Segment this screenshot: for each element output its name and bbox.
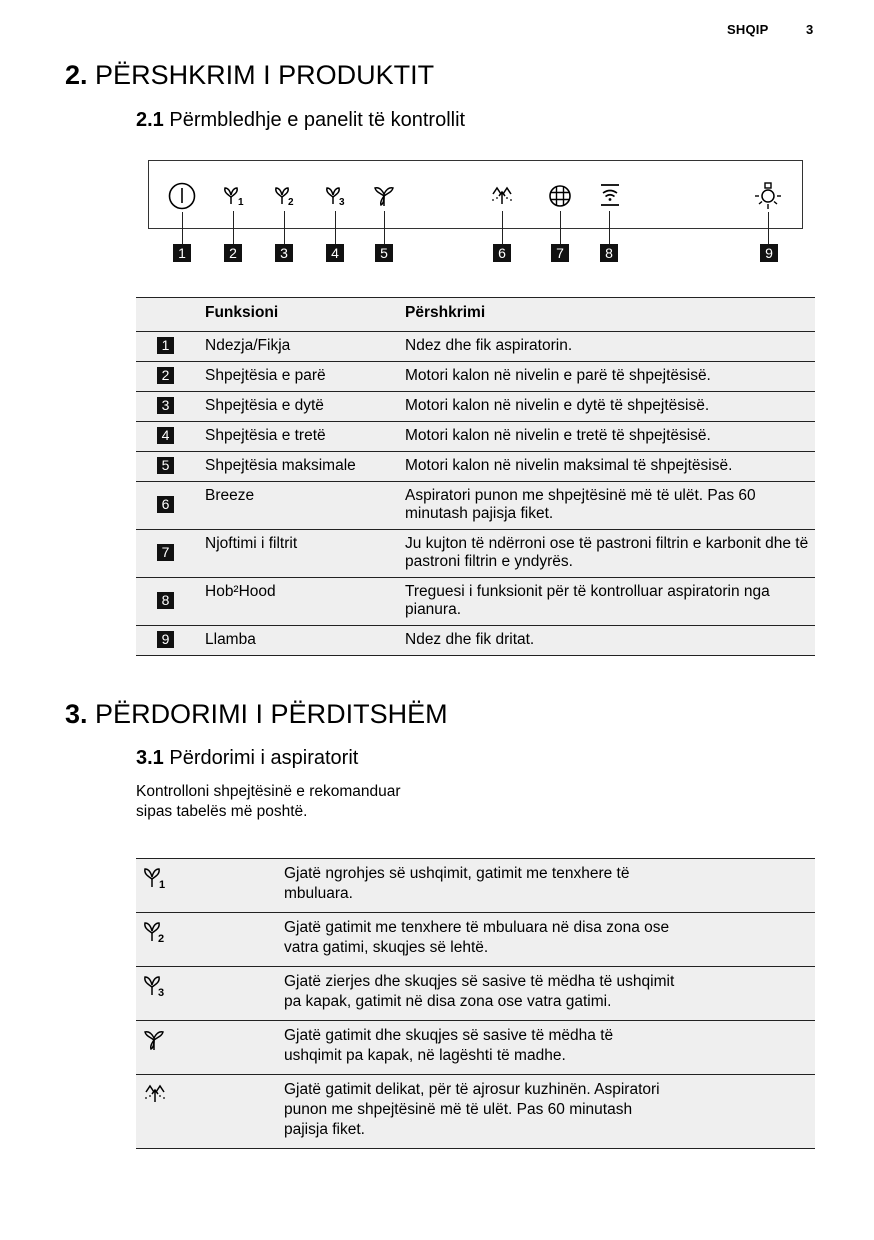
function-name: Shpejtësia e tretë [205, 427, 326, 444]
leader-line [502, 211, 503, 244]
table-row [136, 530, 815, 578]
row-number-badge: 7 [157, 544, 174, 561]
function-description: Treguesi i funksionit për të kontrolluar aspiratorin nga pianura. [405, 583, 770, 618]
fan-max-icon [373, 184, 395, 208]
row-number-badge: 6 [157, 496, 174, 513]
page-number: 3 [806, 22, 814, 37]
section-3-number: 3. [65, 699, 88, 729]
svg-text:3: 3 [158, 987, 165, 998]
fan-max-icon [142, 1028, 166, 1052]
section-3-title: PËRDORIMI I PËRDITSHËM [95, 699, 448, 729]
filter-grid-icon [548, 184, 572, 208]
subsection-2-1-title: Përmbledhje e panelit të kontrollit [169, 109, 466, 131]
function-name: Shpejtësia maksimale [205, 457, 356, 474]
table-row [136, 392, 815, 422]
intro-line: sipas tabelës më poshtë. [136, 803, 308, 820]
leader-line [335, 211, 336, 244]
usage-table [136, 858, 815, 1149]
panel-number-badge: 2 [224, 244, 242, 262]
function-description: Motori kalon në nivelin e parë të shpejtësisë. [405, 367, 711, 384]
leader-line [609, 211, 610, 244]
function-name: Shpejtësia e dytë [205, 397, 324, 414]
row-number-badge: 4 [157, 427, 174, 444]
leader-line [384, 211, 385, 244]
subsection-3-1-heading [136, 747, 358, 770]
function-name: Njoftimi i filtrit [205, 535, 298, 552]
section-2-number: 2. [65, 60, 88, 90]
row-number-badge: 1 [157, 337, 174, 354]
svg-text:3: 3 [339, 197, 345, 207]
table-row [136, 362, 815, 392]
leader-line [182, 212, 183, 244]
table-row [136, 482, 815, 530]
function-description: Motori kalon në nivelin e dytë të shpejtësisë. [405, 397, 710, 414]
leader-line [560, 211, 561, 244]
section-2-heading [65, 60, 434, 91]
page-language: SHQIP [727, 22, 769, 37]
svg-text:1: 1 [159, 879, 166, 890]
panel-number-badge: 1 [173, 244, 191, 262]
function-name: Llamba [205, 631, 256, 648]
power-icon [167, 181, 197, 211]
function-description: Motori kalon në nivelin e tretë të shpejtësisë. [405, 427, 711, 444]
table-header-cell: Funksioni [205, 304, 279, 321]
control-panel-diagram [148, 160, 803, 229]
table-row [136, 626, 815, 656]
function-description: Ndez dhe fik dritat. [405, 631, 535, 648]
usage-text: Gjatë gatimit dhe skuqjes së sasive të mëdha të ushqimit pa kapak, në lagështi të madhe. [284, 1027, 614, 1064]
fan-speed-2-icon [142, 920, 168, 944]
fan-speed-2-icon [273, 185, 297, 207]
light-bulb-icon [753, 181, 783, 211]
table-header-cell [136, 298, 201, 332]
intro-paragraph [136, 782, 466, 822]
subsection-3-1-number: 3.1 [136, 747, 164, 769]
function-description: Ndez dhe fik aspiratorin. [405, 337, 573, 354]
usage-text: Gjatë gatimit me tenxhere të mbuluara në disa zona ose vatra gatimi, skuqjes së lehtë. [284, 919, 670, 956]
section-3-heading [65, 699, 448, 730]
usage-text: Gjatë gatimit delikat, për të ajrosur kuzhinën. Aspiratori punon me shpejtësinë më të ulët. Pas 60 minutash pajisja fiket. [284, 1081, 660, 1138]
function-description: Aspiratori punon me shpejtësinë më të ulët. Pas 60 minutash pajisja fiket. [405, 487, 756, 522]
hob2hood-icon [598, 182, 622, 208]
subsection-3-1-title: Përdorimi i aspiratorit [169, 747, 359, 769]
row-number-badge: 8 [157, 592, 174, 609]
subsection-2-1-number: 2.1 [136, 109, 164, 131]
function-description: Motori kalon në nivelin maksimal të shpejtësisë. [405, 457, 733, 474]
function-name: Breeze [205, 487, 255, 504]
breeze-icon [142, 1082, 168, 1104]
leader-line [768, 212, 769, 244]
panel-number-badge: 4 [326, 244, 344, 262]
function-name: Shpejtësia e parë [205, 367, 326, 384]
svg-text:1: 1 [238, 197, 244, 207]
usage-text: Gjatë ngrohjes së ushqimit, gatimit me tenxhere të mbuluara. [284, 865, 630, 902]
panel-number-badge: 3 [275, 244, 293, 262]
panel-number-badge: 5 [375, 244, 393, 262]
table-header-row [136, 298, 815, 332]
row-number-badge: 3 [157, 397, 174, 414]
table-row [136, 422, 815, 452]
leader-line [233, 211, 234, 244]
leader-line [284, 211, 285, 244]
svg-text:2: 2 [288, 197, 294, 207]
table-row [136, 913, 815, 967]
table-header-cell: Përshkrimi [405, 304, 486, 321]
panel-number-badge: 9 [760, 244, 778, 262]
fan-speed-1-icon [142, 866, 168, 890]
usage-text: Gjatë zierjes dhe skuqjes së sasive të mëdha të ushqimit pa kapak, gatimit në disa zona ose vatra gatimi. [284, 973, 675, 1010]
fan-speed-3-icon [324, 185, 348, 207]
panel-number-badge: 6 [493, 244, 511, 262]
table-row [136, 578, 815, 626]
section-2-title: PËRSHKRIM I PRODUKTIT [95, 60, 435, 90]
row-number-badge: 2 [157, 367, 174, 384]
table-row [136, 1075, 815, 1149]
row-number-badge: 5 [157, 457, 174, 474]
svg-text:2: 2 [158, 933, 165, 944]
fan-speed-1-icon [222, 185, 246, 207]
table-row [136, 1021, 815, 1075]
function-name: Ndezja/Fikja [205, 337, 291, 354]
fan-speed-3-icon [142, 974, 168, 998]
row-number-badge: 9 [157, 631, 174, 648]
breeze-icon [489, 184, 515, 206]
table-row [136, 452, 815, 482]
table-row [136, 967, 815, 1021]
function-description: Ju kujton të ndërroni ose të pastroni filtrin e karbonit dhe të pastroni filtrin e yndyrës. [405, 535, 809, 570]
table-row [136, 332, 815, 362]
function-name: Hob²Hood [205, 583, 276, 600]
subsection-2-1-heading [136, 109, 465, 132]
table-row [136, 859, 815, 913]
intro-line: Kontrolloni shpejtësinë e rekomanduar [136, 783, 401, 800]
function-table [136, 297, 815, 656]
panel-number-badge: 7 [551, 244, 569, 262]
panel-number-badge: 8 [600, 244, 618, 262]
